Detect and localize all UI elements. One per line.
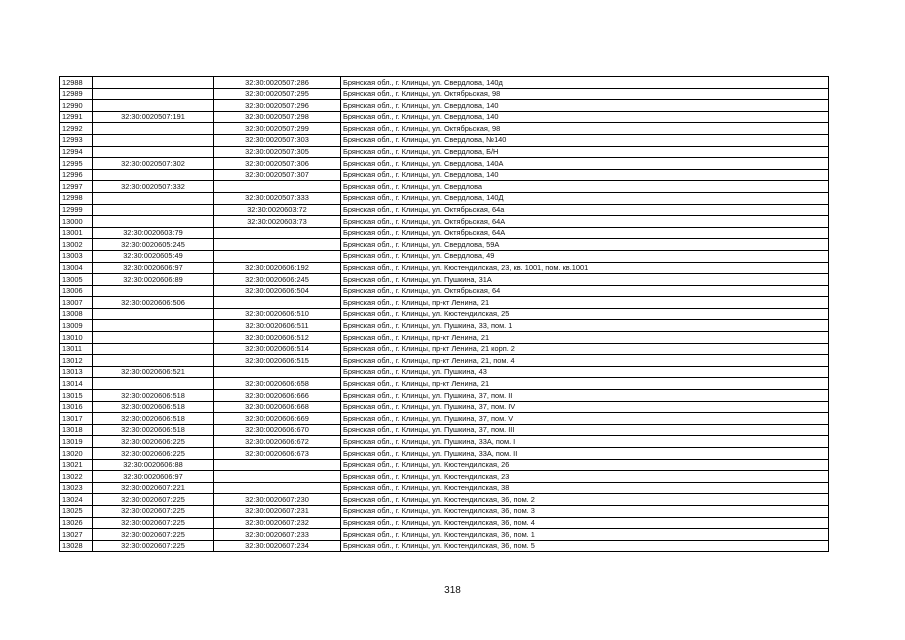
parcel-cadastral-number-cell: 32:30:0020606:518 bbox=[93, 390, 214, 402]
record-number-cell: 13009 bbox=[60, 320, 93, 332]
address-cell: Брянская обл., г. Клинцы, ул. Кюстендилская, 26 bbox=[341, 459, 829, 471]
address-cell: Брянская обл., г. Клинцы, ул. Пушкина, 37, пом. III bbox=[341, 424, 829, 436]
object-cadastral-number-cell: 32:30:0020606:245 bbox=[214, 274, 341, 286]
record-number-cell: 13023 bbox=[60, 482, 93, 494]
parcel-cadastral-number-cell: 32:30:0020606:225 bbox=[93, 436, 214, 448]
record-number-cell: 13012 bbox=[60, 355, 93, 367]
address-cell: Брянская обл., г. Клинцы, ул. Свердлова, 59А bbox=[341, 239, 829, 251]
parcel-cadastral-number-cell: 32:30:0020606:506 bbox=[93, 297, 214, 309]
registry-table bbox=[59, 76, 829, 552]
object-cadastral-number-cell: 32:30:0020606:670 bbox=[214, 424, 341, 436]
parcel-cadastral-number-cell: 32:30:0020606:518 bbox=[93, 424, 214, 436]
object-cadastral-number-cell: 32:30:0020507:305 bbox=[214, 146, 341, 158]
table-row bbox=[60, 111, 829, 123]
object-cadastral-number-cell: 32:30:0020607:233 bbox=[214, 529, 341, 541]
parcel-cadastral-number-cell bbox=[93, 308, 214, 320]
parcel-cadastral-number-cell: 32:30:0020507:332 bbox=[93, 181, 214, 193]
table-row bbox=[60, 158, 829, 170]
record-number-cell: 12992 bbox=[60, 123, 93, 135]
object-cadastral-number-cell: 32:30:0020603:72 bbox=[214, 204, 341, 216]
object-cadastral-number-cell bbox=[214, 297, 341, 309]
object-cadastral-number-cell: 32:30:0020606:515 bbox=[214, 355, 341, 367]
table-row bbox=[60, 332, 829, 344]
address-cell: Брянская обл., г. Клинцы, ул. Октябрьская, 64 bbox=[341, 285, 829, 297]
table-row bbox=[60, 448, 829, 460]
address-cell: Брянская обл., г. Клинцы, ул. Свердлова bbox=[341, 181, 829, 193]
table-row bbox=[60, 250, 829, 262]
parcel-cadastral-number-cell: 32:30:0020606:88 bbox=[93, 459, 214, 471]
address-cell: Брянская обл., г. Клинцы, ул. Кюстендилская, 25 bbox=[341, 308, 829, 320]
address-cell: Брянская обл., г. Клинцы, ул. Кюстендилская, 36, пом. 1 bbox=[341, 529, 829, 541]
record-number-cell: 12999 bbox=[60, 204, 93, 216]
table-row bbox=[60, 390, 829, 402]
record-number-cell: 13020 bbox=[60, 448, 93, 460]
parcel-cadastral-number-cell bbox=[93, 285, 214, 297]
record-number-cell: 13006 bbox=[60, 285, 93, 297]
parcel-cadastral-number-cell: 32:30:0020507:302 bbox=[93, 158, 214, 170]
table-row bbox=[60, 123, 829, 135]
address-cell: Брянская обл., г. Клинцы, ул. Пушкина, 33А, пом. I bbox=[341, 436, 829, 448]
address-cell: Брянская обл., г. Клинцы, ул. Кюстендилская, 38 bbox=[341, 482, 829, 494]
parcel-cadastral-number-cell bbox=[93, 216, 214, 228]
parcel-cadastral-number-cell: 32:30:0020606:521 bbox=[93, 366, 214, 378]
object-cadastral-number-cell: 32:30:0020606:512 bbox=[214, 332, 341, 344]
object-cadastral-number-cell bbox=[214, 459, 341, 471]
parcel-cadastral-number-cell bbox=[93, 146, 214, 158]
table-row bbox=[60, 88, 829, 100]
parcel-cadastral-number-cell bbox=[93, 192, 214, 204]
parcel-cadastral-number-cell: 32:30:0020606:97 bbox=[93, 262, 214, 274]
record-number-cell: 13005 bbox=[60, 274, 93, 286]
table-row bbox=[60, 285, 829, 297]
parcel-cadastral-number-cell: 32:30:0020606:97 bbox=[93, 471, 214, 483]
object-cadastral-number-cell bbox=[214, 239, 341, 251]
table-row bbox=[60, 413, 829, 425]
object-cadastral-number-cell: 32:30:0020507:333 bbox=[214, 192, 341, 204]
parcel-cadastral-number-cell bbox=[93, 77, 214, 89]
object-cadastral-number-cell: 32:30:0020606:666 bbox=[214, 390, 341, 402]
object-cadastral-number-cell bbox=[214, 471, 341, 483]
table-row bbox=[60, 204, 829, 216]
record-number-cell: 13015 bbox=[60, 390, 93, 402]
parcel-cadastral-number-cell: 32:30:0020607:225 bbox=[93, 505, 214, 517]
address-cell: Брянская обл., г. Клинцы, ул. Кюстендилская, 36, пом. 4 bbox=[341, 517, 829, 529]
table-row bbox=[60, 436, 829, 448]
registry-table-body bbox=[60, 77, 829, 552]
table-row bbox=[60, 239, 829, 251]
record-number-cell: 12990 bbox=[60, 100, 93, 112]
address-cell: Брянская обл., г. Клинцы, ул. Кюстендилская, 23 bbox=[341, 471, 829, 483]
parcel-cadastral-number-cell: 32:30:0020605:245 bbox=[93, 239, 214, 251]
parcel-cadastral-number-cell bbox=[93, 343, 214, 355]
object-cadastral-number-cell bbox=[214, 227, 341, 239]
table-row bbox=[60, 192, 829, 204]
object-cadastral-number-cell: 32:30:0020507:303 bbox=[214, 134, 341, 146]
object-cadastral-number-cell: 32:30:0020606:192 bbox=[214, 262, 341, 274]
object-cadastral-number-cell: 32:30:0020507:306 bbox=[214, 158, 341, 170]
object-cadastral-number-cell: 32:30:0020606:672 bbox=[214, 436, 341, 448]
record-number-cell: 13003 bbox=[60, 250, 93, 262]
table-row bbox=[60, 77, 829, 89]
parcel-cadastral-number-cell: 32:30:0020606:225 bbox=[93, 448, 214, 460]
object-cadastral-number-cell bbox=[214, 181, 341, 193]
parcel-cadastral-number-cell bbox=[93, 355, 214, 367]
address-cell: Брянская обл., г. Клинцы, ул. Пушкина, 37, пом. IV bbox=[341, 401, 829, 413]
record-number-cell: 13017 bbox=[60, 413, 93, 425]
address-cell: Брянская обл., г. Клинцы, ул. Пушкина, 33, пом. 1 bbox=[341, 320, 829, 332]
parcel-cadastral-number-cell bbox=[93, 378, 214, 390]
object-cadastral-number-cell: 32:30:0020607:232 bbox=[214, 517, 341, 529]
record-number-cell: 13001 bbox=[60, 227, 93, 239]
parcel-cadastral-number-cell bbox=[93, 332, 214, 344]
object-cadastral-number-cell: 32:30:0020507:298 bbox=[214, 111, 341, 123]
record-number-cell: 13011 bbox=[60, 343, 93, 355]
page-number: 318 bbox=[444, 585, 461, 596]
record-number-cell: 13016 bbox=[60, 401, 93, 413]
object-cadastral-number-cell: 32:30:0020606:511 bbox=[214, 320, 341, 332]
parcel-cadastral-number-cell bbox=[93, 320, 214, 332]
object-cadastral-number-cell: 32:30:0020606:669 bbox=[214, 413, 341, 425]
record-number-cell: 13008 bbox=[60, 308, 93, 320]
object-cadastral-number-cell: 32:30:0020606:658 bbox=[214, 378, 341, 390]
address-cell: Брянская обл., г. Клинцы, ул. Пушкина, 43 bbox=[341, 366, 829, 378]
address-cell: Брянская обл., г. Клинцы, ул. Свердлова, 140А bbox=[341, 158, 829, 170]
address-cell: Брянская обл., г. Клинцы, пр-кт Ленина, 21 bbox=[341, 378, 829, 390]
table-row bbox=[60, 134, 829, 146]
address-cell: Брянская обл., г. Клинцы, ул. Пушкина, 37, пом. II bbox=[341, 390, 829, 402]
object-cadastral-number-cell: 32:30:0020606:504 bbox=[214, 285, 341, 297]
table-row bbox=[60, 308, 829, 320]
table-row bbox=[60, 471, 829, 483]
table-row bbox=[60, 517, 829, 529]
table-row bbox=[60, 424, 829, 436]
table-row bbox=[60, 343, 829, 355]
parcel-cadastral-number-cell: 32:30:0020603:79 bbox=[93, 227, 214, 239]
parcel-cadastral-number-cell bbox=[93, 134, 214, 146]
table-row bbox=[60, 482, 829, 494]
parcel-cadastral-number-cell: 32:30:0020606:518 bbox=[93, 401, 214, 413]
record-number-cell: 12993 bbox=[60, 134, 93, 146]
address-cell: Брянская обл., г. Клинцы, ул. Октябрьская, 64а bbox=[341, 204, 829, 216]
record-number-cell: 13025 bbox=[60, 505, 93, 517]
address-cell: Брянская обл., г. Клинцы, ул. Свердлова, 49 bbox=[341, 250, 829, 262]
table-row bbox=[60, 459, 829, 471]
record-number-cell: 13028 bbox=[60, 540, 93, 552]
record-number-cell: 12998 bbox=[60, 192, 93, 204]
parcel-cadastral-number-cell: 32:30:0020606:518 bbox=[93, 413, 214, 425]
parcel-cadastral-number-cell: 32:30:0020606:89 bbox=[93, 274, 214, 286]
record-number-cell: 13022 bbox=[60, 471, 93, 483]
object-cadastral-number-cell bbox=[214, 250, 341, 262]
address-cell: Брянская обл., г. Клинцы, ул. Свердлова, 140 bbox=[341, 169, 829, 181]
table-row bbox=[60, 320, 829, 332]
address-cell: Брянская обл., г. Клинцы, ул. Свердлова, 140д bbox=[341, 77, 829, 89]
object-cadastral-number-cell bbox=[214, 366, 341, 378]
object-cadastral-number-cell: 32:30:0020507:299 bbox=[214, 123, 341, 135]
address-cell: Брянская обл., г. Клинцы, ул. Свердлова, 140 bbox=[341, 111, 829, 123]
record-number-cell: 12995 bbox=[60, 158, 93, 170]
address-cell: Брянская обл., г. Клинцы, пр-кт Ленина, 21 корп. 2 bbox=[341, 343, 829, 355]
record-number-cell: 12989 bbox=[60, 88, 93, 100]
record-number-cell: 13024 bbox=[60, 494, 93, 506]
address-cell: Брянская обл., г. Клинцы, пр-кт Ленина, 21, пом. 4 bbox=[341, 355, 829, 367]
parcel-cadastral-number-cell: 32:30:0020607:225 bbox=[93, 494, 214, 506]
parcel-cadastral-number-cell bbox=[93, 123, 214, 135]
object-cadastral-number-cell: 32:30:0020606:510 bbox=[214, 308, 341, 320]
address-cell: Брянская обл., г. Клинцы, ул. Октябрьская, 98 bbox=[341, 123, 829, 135]
object-cadastral-number-cell: 32:30:0020606:668 bbox=[214, 401, 341, 413]
parcel-cadastral-number-cell: 32:30:0020607:221 bbox=[93, 482, 214, 494]
table-row bbox=[60, 505, 829, 517]
table-row bbox=[60, 274, 829, 286]
address-cell: Брянская обл., г. Клинцы, ул. Кюстендилская, 36, пом. 5 bbox=[341, 540, 829, 552]
address-cell: Брянская обл., г. Клинцы, ул. Свердлова, 140Д bbox=[341, 192, 829, 204]
table-row bbox=[60, 262, 829, 274]
object-cadastral-number-cell: 32:30:0020603:73 bbox=[214, 216, 341, 228]
address-cell: Брянская обл., г. Клинцы, пр-кт Ленина, 21 bbox=[341, 332, 829, 344]
address-cell: Брянская обл., г. Клинцы, ул. Пушкина, 31А bbox=[341, 274, 829, 286]
record-number-cell: 12988 bbox=[60, 77, 93, 89]
record-number-cell: 13002 bbox=[60, 239, 93, 251]
address-cell: Брянская обл., г. Клинцы, ул. Свердлова, №140 bbox=[341, 134, 829, 146]
object-cadastral-number-cell: 32:30:0020607:234 bbox=[214, 540, 341, 552]
record-number-cell: 12994 bbox=[60, 146, 93, 158]
record-number-cell: 12997 bbox=[60, 181, 93, 193]
table-row bbox=[60, 169, 829, 181]
record-number-cell: 13010 bbox=[60, 332, 93, 344]
table-row bbox=[60, 378, 829, 390]
parcel-cadastral-number-cell bbox=[93, 88, 214, 100]
table-row bbox=[60, 494, 829, 506]
table-row bbox=[60, 529, 829, 541]
record-number-cell: 13026 bbox=[60, 517, 93, 529]
record-number-cell: 13004 bbox=[60, 262, 93, 274]
parcel-cadastral-number-cell bbox=[93, 204, 214, 216]
record-number-cell: 13013 bbox=[60, 366, 93, 378]
record-number-cell: 13019 bbox=[60, 436, 93, 448]
parcel-cadastral-number-cell: 32:30:0020607:225 bbox=[93, 529, 214, 541]
object-cadastral-number-cell: 32:30:0020607:230 bbox=[214, 494, 341, 506]
record-number-cell: 12996 bbox=[60, 169, 93, 181]
address-cell: Брянская обл., г. Клинцы, ул. Свердлова, Б/Н bbox=[341, 146, 829, 158]
record-number-cell: 13027 bbox=[60, 529, 93, 541]
object-cadastral-number-cell bbox=[214, 482, 341, 494]
table-row bbox=[60, 216, 829, 228]
table-row bbox=[60, 146, 829, 158]
address-cell: Брянская обл., г. Клинцы, ул. Свердлова, 140 bbox=[341, 100, 829, 112]
record-number-cell: 12991 bbox=[60, 111, 93, 123]
object-cadastral-number-cell: 32:30:0020507:286 bbox=[214, 77, 341, 89]
address-cell: Брянская обл., г. Клинцы, ул. Октябрьская, 98 bbox=[341, 88, 829, 100]
parcel-cadastral-number-cell: 32:30:0020607:225 bbox=[93, 540, 214, 552]
object-cadastral-number-cell: 32:30:0020606:673 bbox=[214, 448, 341, 460]
address-cell: Брянская обл., г. Клинцы, ул. Октябрьская, 64А bbox=[341, 227, 829, 239]
record-number-cell: 13021 bbox=[60, 459, 93, 471]
address-cell: Брянская обл., г. Клинцы, ул. Кюстендилская, 36, пом. 3 bbox=[341, 505, 829, 517]
address-cell: Брянская обл., г. Клинцы, ул. Октябрьская, 64А bbox=[341, 216, 829, 228]
table-row bbox=[60, 540, 829, 552]
table-row bbox=[60, 227, 829, 239]
record-number-cell: 13007 bbox=[60, 297, 93, 309]
address-cell: Брянская обл., г. Клинцы, пр-кт Ленина, 21 bbox=[341, 297, 829, 309]
address-cell: Брянская обл., г. Клинцы, ул. Пушкина, 37, пом. V bbox=[341, 413, 829, 425]
address-cell: Брянская обл., г. Клинцы, ул. Пушкина, 33А, пом. II bbox=[341, 448, 829, 460]
record-number-cell: 13018 bbox=[60, 424, 93, 436]
object-cadastral-number-cell: 32:30:0020607:231 bbox=[214, 505, 341, 517]
object-cadastral-number-cell: 32:30:0020507:307 bbox=[214, 169, 341, 181]
parcel-cadastral-number-cell: 32:30:0020607:225 bbox=[93, 517, 214, 529]
record-number-cell: 13000 bbox=[60, 216, 93, 228]
parcel-cadastral-number-cell: 32:30:0020605:49 bbox=[93, 250, 214, 262]
object-cadastral-number-cell: 32:30:0020507:296 bbox=[214, 100, 341, 112]
table-row bbox=[60, 297, 829, 309]
object-cadastral-number-cell: 32:30:0020606:514 bbox=[214, 343, 341, 355]
object-cadastral-number-cell: 32:30:0020507:295 bbox=[214, 88, 341, 100]
address-cell: Брянская обл., г. Клинцы, ул. Кюстендилская, 23, кв. 1001, пом. кв.1001 bbox=[341, 262, 829, 274]
parcel-cadastral-number-cell bbox=[93, 169, 214, 181]
table-row bbox=[60, 401, 829, 413]
table-row bbox=[60, 100, 829, 112]
table-row bbox=[60, 366, 829, 378]
table-row bbox=[60, 181, 829, 193]
address-cell: Брянская обл., г. Клинцы, ул. Кюстендилская, 36, пом. 2 bbox=[341, 494, 829, 506]
record-number-cell: 13014 bbox=[60, 378, 93, 390]
table-row bbox=[60, 355, 829, 367]
parcel-cadastral-number-cell bbox=[93, 100, 214, 112]
parcel-cadastral-number-cell: 32:30:0020507:191 bbox=[93, 111, 214, 123]
